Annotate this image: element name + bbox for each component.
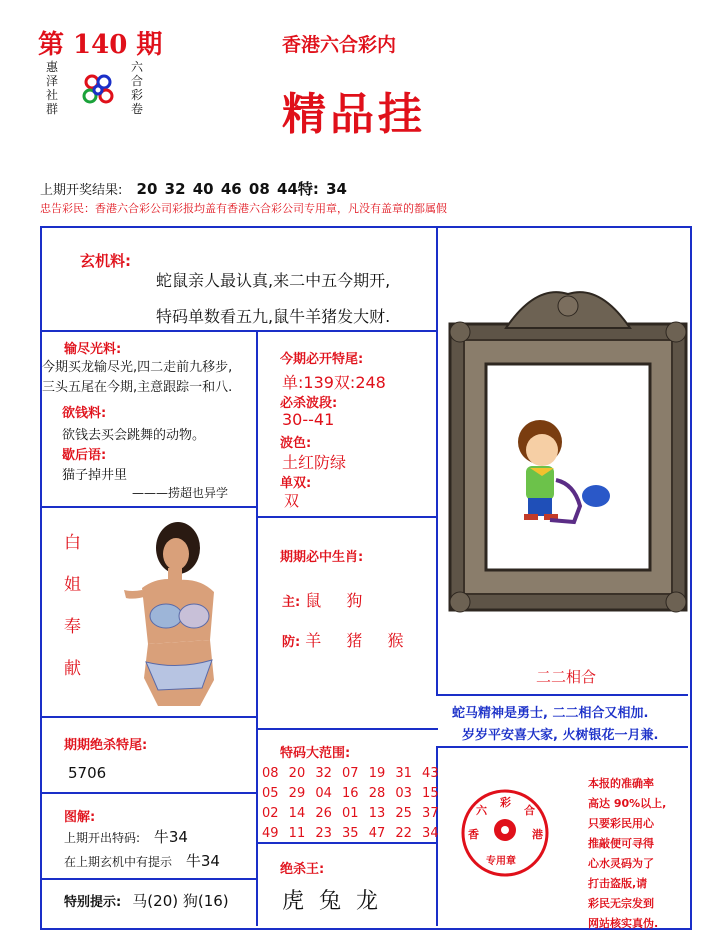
shengxiao-main-label: 主: <box>282 595 301 610</box>
poem-line2: 岁岁平安喜大家, 火树银花一月兼. <box>462 728 659 743</box>
jueshai-label: 期期绝杀特尾: <box>64 738 148 753</box>
seal-bottom: 专用章 <box>486 856 516 867</box>
bose-value: 土红防绿 <box>282 453 347 472</box>
shujin-label: 输尽光料: <box>64 342 122 357</box>
juesha-wang-label: 绝杀王: <box>280 862 325 877</box>
accuracy-line: 彩民无宗发到 <box>588 897 654 910</box>
last-draw-result <box>40 178 347 199</box>
baijie-char: 姐 <box>64 575 81 595</box>
seal-char: 港 <box>532 828 543 841</box>
tujie-line1-value: 牛34 <box>153 828 188 846</box>
divider <box>258 728 438 730</box>
vertical-char: 合 <box>130 74 143 88</box>
fanwei-row: 49 11 23 35 47 22 34 <box>262 826 439 841</box>
jueshai-value: 5706 <box>68 764 107 782</box>
shengxiao-main <box>282 588 372 611</box>
official-seal <box>460 788 550 878</box>
vertical-char: 群 <box>45 102 58 116</box>
xuanji-line2: 特码单数看五九,鼠牛羊猪发大财. <box>156 307 391 326</box>
seal-char: 香 <box>468 828 479 841</box>
shengxiao-main-value: 鼠 狗 <box>305 591 373 610</box>
poem-line1: 蛇马精神是勇士, 二二相合又相加. <box>452 706 649 721</box>
seal-char: 合 <box>524 804 535 817</box>
logo-rings-icon <box>80 72 116 108</box>
vertical-char: 社 <box>45 88 58 102</box>
danshuang-label: 单双: <box>280 476 312 491</box>
tebie-tishi <box>64 890 229 911</box>
tujie-label: 图解: <box>64 810 96 825</box>
divider <box>438 746 688 748</box>
shengxiao-fang-label: 防: <box>282 635 301 650</box>
tujie-line1 <box>64 826 188 847</box>
shengxiao-label: 期期必中生肖: <box>280 550 364 565</box>
bosha-label: 必杀波段: <box>280 396 338 411</box>
fanwei-grid <box>262 764 439 844</box>
vertical-char: 惠 <box>45 60 58 74</box>
tujie-line2 <box>64 850 220 871</box>
tujie-line2-value: 牛34 <box>185 852 220 870</box>
shengxiao-fang <box>282 628 413 651</box>
divider <box>258 516 438 518</box>
page-title: 精品挂 <box>282 89 426 140</box>
fanwei-row: 02 14 26 01 13 25 37 <box>262 806 439 821</box>
juesha-wang-value: 虎 兔 龙 <box>282 889 382 914</box>
tebie-label: 特别提示: <box>64 895 122 910</box>
accuracy-line: 心水灵码为了 <box>588 857 654 870</box>
vertical-char: 泽 <box>45 74 58 88</box>
divider <box>42 716 258 718</box>
last-draw-label: 上期开奖结果: <box>40 183 123 198</box>
accuracy-line: 推敲便可寻得 <box>588 837 654 850</box>
divider <box>436 228 438 694</box>
accuracy-line: 高达 90%以上, <box>588 797 667 810</box>
divider <box>42 506 258 508</box>
tezhe-value: 单:139双:248 <box>282 373 386 392</box>
vertical-char: 六 <box>130 60 143 74</box>
publisher-vertical-right <box>130 60 144 116</box>
danshuang-value: 双 <box>284 492 300 510</box>
seal-char: 彩 <box>500 796 511 809</box>
vertical-char: 卷 <box>130 102 143 116</box>
tebie-value: 马(20) 狗(16) <box>132 892 229 910</box>
tujie-line2-label: 在上期玄机中有提示 <box>64 855 173 869</box>
shengxiao-fang-value: 羊 猪 猴 <box>305 631 414 650</box>
yuqian-text: 欲钱去买会跳舞的动物。 <box>62 428 206 443</box>
model-photo <box>118 520 218 710</box>
accuracy-line: 打击盗版,请 <box>588 877 648 890</box>
accuracy-notes <box>588 774 666 934</box>
publisher-vertical-left <box>45 60 59 116</box>
baijie-char: 献 <box>64 659 81 679</box>
xiehouyu-label: 歇后语: <box>62 448 107 463</box>
fanwei-label: 特码大范围: <box>280 746 351 761</box>
frame-caption: 二二相合 <box>536 668 597 686</box>
shujin-line1: 今期买龙输尽光,四二走前九移步, <box>42 360 233 375</box>
bose-label: 波色: <box>280 436 312 451</box>
shujin-line2: 三头五尾在今期,主意跟踪一和八. <box>42 380 233 395</box>
accuracy-line: 网站核实真伪. <box>588 917 659 930</box>
last-draw-numbers: 20 32 40 46 08 44特: 34 <box>136 180 347 198</box>
baijie-char: 奉 <box>64 617 81 637</box>
divider <box>42 878 258 880</box>
tujie-line1-label: 上期开出特码: <box>64 831 141 845</box>
divider <box>256 332 258 926</box>
xiehouyu-author: ———捞超也异学 <box>132 486 229 500</box>
divider <box>436 694 688 696</box>
xuanji-line1: 蛇鼠亲人最认真,来二中五今期开, <box>156 271 391 290</box>
fanwei-row: 05 29 04 16 28 03 15 <box>262 786 439 801</box>
accuracy-line: 本报的准确率 <box>588 777 654 790</box>
xuanji-label: 玄机料: <box>80 252 131 270</box>
xiehouyu-text: 猫子掉井里 <box>62 468 128 483</box>
header-subtitle: 香港六合彩内 <box>282 34 397 56</box>
tezhe-label: 今期必开特尾: <box>280 352 364 367</box>
fanwei-row: 08 20 32 07 19 31 43 <box>262 766 439 781</box>
yuqian-label: 欲钱料: <box>62 406 107 421</box>
divider <box>42 330 438 332</box>
ornate-frame-illustration <box>446 284 690 614</box>
divider <box>42 792 258 794</box>
issue-number: 第 140 期 <box>38 30 163 60</box>
accuracy-line: 只要彩民用心 <box>588 817 654 830</box>
bosha-value: 30--41 <box>282 410 335 429</box>
vertical-char: 彩 <box>130 88 143 102</box>
seal-char: 六 <box>476 804 487 817</box>
baijie-vertical <box>64 522 81 690</box>
baijie-char: 白 <box>64 533 81 553</box>
warning-notice: 忠告彩民：香港六合彩公司彩报均盖有香港六合彩公司专用章，凡没有盖章的都属假 <box>40 202 447 215</box>
